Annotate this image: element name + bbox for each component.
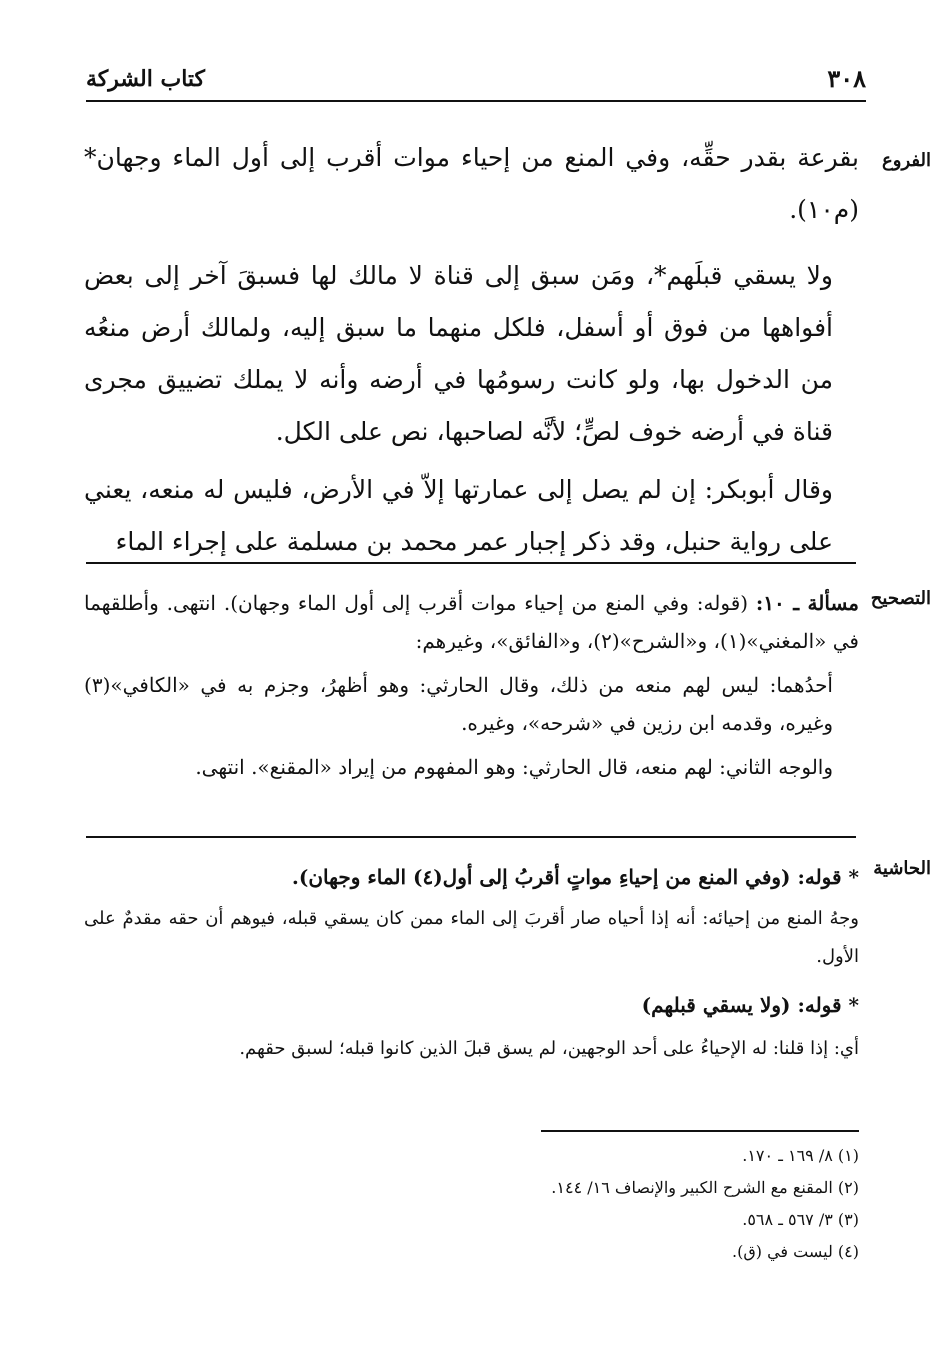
- section-rule-1: [86, 562, 856, 564]
- footnote-4: (٤) ليست في (ق).: [732, 1242, 859, 1261]
- tashih-text-1: (قوله: وفي المنع من إحياء موات أقرب إلى أول الماء وجهان). انتهى. وأطلقهما في «المغني»(١)، و«الشرح»(٢)، و«الفائق»، وغيرهم:: [84, 591, 859, 653]
- footnote-rule: [541, 1130, 859, 1132]
- label-hashiya: الحاشية: [873, 858, 931, 879]
- hashiya-quote-2: * قوله: (ولا يسقي قبلهم): [641, 993, 859, 1017]
- footnote-2: (٢) المقنع مع الشرح الكبير والإنصاف ١٦/ ١٤٤.: [551, 1178, 859, 1197]
- page-header: [86, 62, 866, 96]
- tashih-paragraph-2: أحدُهما: ليس لهم منعه من ذلك، وقال الحارثي: وهو أظهرُ، وجزم به في «الكافي»(٣) وغيره، وقدمه ابن رزين في «شرحه»، وغيره.: [84, 673, 833, 735]
- book-title: كتاب الشركة: [86, 66, 206, 92]
- footnotes: [84, 1140, 859, 1268]
- tashih-paragraph-1: [84, 584, 859, 660]
- page-number: ٣٠٨: [827, 64, 866, 93]
- main-paragraph-3: وقال أبوبكر: إن لم يصل إلى عمارتها إلاّ في الأرض، فليس له منعه، يعني على رواية حنبل، وقد ذكر إجبار عمر محمد بن مسلمة على إجراء الماء: [84, 475, 833, 556]
- hashiya-explanation-2: أي: إذا قلنا: له الإحياءُ على أحد الوجهين، لم يسق قبلَ الذين كانوا قبله؛ لسبق حقهم.: [239, 1038, 859, 1059]
- footnote-3: (٣) ٣/ ٥٦٧ ـ ٥٦٨.: [742, 1210, 859, 1229]
- main-paragraph-1: بقرعة بقدر حقِّه، وفي المنع من إحياء موات أقرب إلى أول الماء وجهان*(م١٠).: [84, 143, 859, 224]
- hashiya-explanation-1: وجهُ المنع من إحيائه: أنه إذا أحياه صار أقربَ إلى الماء ممن كان يسقي قبله، فيوهم أن حقه مقدمٌ على الأول.: [84, 908, 859, 967]
- label-tashih: التصحيح: [870, 588, 931, 609]
- tashih-paragraph-3: والوجه الثاني: لهم منعه، قال الحارثي: وهو المفهوم من إيراد «المقنع». انتهى.: [195, 755, 833, 779]
- tashih-heading: مسألة ـ ١٠:: [755, 591, 860, 615]
- footnote-1: (١) ٨/ ١٦٩ ـ ١٧٠.: [742, 1146, 859, 1165]
- main-paragraph-2: ولا يسقي قبلَهم*، ومَن سبق إلى قناة لا مالك لها فسبقَ آخر إلى بعض أفواهها من فوق أو أسفل، فلكل منهما ما سبق إليه، ولمالك أرض منعُه من الدخول بها، ولو كانت رسومُها في أرضه وأنه لا يملك تضييق مجرى قناة في أرضه خوف لصٍّ؛ لأنَّه لصاحبها، نص على الكل.: [84, 261, 833, 446]
- section-rule-2: [86, 836, 856, 838]
- hashiya-section: [84, 858, 859, 1068]
- header-rule: [86, 100, 866, 102]
- hashiya-quote-1: * قوله: (وفي المنع من إحياءِ مواتٍ أقربُ إلى أول(٤) الماء وجهان).: [291, 865, 859, 889]
- label-furu: الفروع: [882, 150, 931, 171]
- tashih-section: [84, 584, 859, 786]
- main-text: [84, 132, 859, 568]
